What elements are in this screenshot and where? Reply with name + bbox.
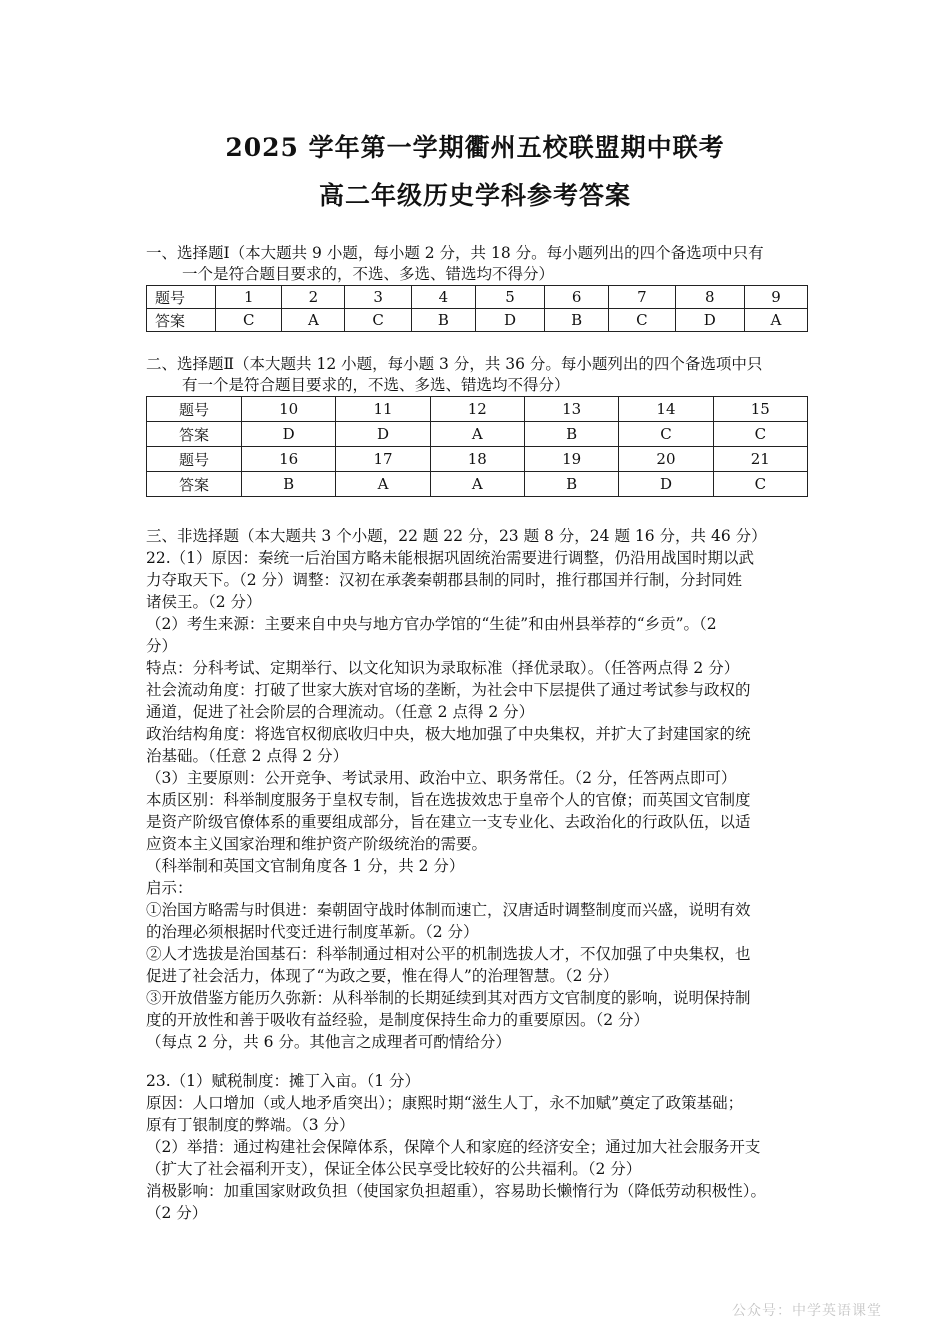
section2-answer-table	[146, 396, 808, 497]
document-title: 2025 学年第一学期衢州五校联盟期中联考	[225, 133, 725, 162]
table-row	[147, 286, 808, 309]
answer-cell: C	[216, 309, 282, 332]
answer-line: 原因：人口增加（或人地矛盾突出）；康熙时期“滋生人丁，永不加赋”奠定了政策基础；	[146, 1094, 744, 1112]
question-number: 7	[609, 286, 675, 309]
question-number: 2	[282, 286, 345, 309]
answer-cell: B	[411, 309, 475, 332]
answer-line: 是资产阶级官僚体系的重要组成部分，旨在建立一支专业化、去政治化的行政队伍，以适	[146, 813, 751, 831]
section3-heading: 三、非选择题（本大题共 3 个小题，22 题 22 分，23 题 8 分，24 题 16 分，共 46 分）	[146, 527, 767, 545]
answer-line: 诸侯王。（2 分）	[146, 593, 262, 611]
question-number: 9	[744, 286, 807, 309]
row-label-answer: 答案	[147, 472, 242, 497]
watermark: 公众号：中学英语课堂	[732, 1303, 882, 1319]
answer-line: （2 分）	[146, 1204, 208, 1222]
document-subtitle: 高二年级历史学科参考答案	[318, 181, 631, 210]
section1-heading-line1: 一、选择题Ⅰ（本大题共 9 小题，每小题 2 分，共 18 分。每小题列出的四个备选项中只有	[146, 244, 764, 262]
question-number: 3	[345, 286, 411, 309]
answer-cell: B	[524, 472, 618, 497]
answer-cell: C	[345, 309, 411, 332]
section2-heading-line2: 有一个是符合题目要求的，不选、多选、错选均不得分）	[182, 376, 570, 394]
answer-line: （2）举措：通过构建社会保障体系，保障个人和家庭的经济安全；通过加大社会服务开支	[146, 1138, 761, 1156]
question-number: 21	[713, 447, 807, 472]
answer-line: 度的开放性和善于吸收有益经验，是制度保持生命力的重要原因。（2 分）	[146, 1011, 650, 1029]
answer-line: （2）考生来源：主要来自中央与地方官办学馆的“生徒”和由州县举荐的“乡贡”。（2	[146, 615, 717, 633]
table-row	[147, 309, 808, 332]
answer-line: 治基础。（任意 2 点得 2 分）	[146, 747, 349, 765]
answer-line: 23.（1）赋税制度：摊丁入亩。（1 分）	[146, 1072, 421, 1090]
question-number: 1	[216, 286, 282, 309]
answer-cell: C	[609, 309, 675, 332]
row-label-answer: 答案	[147, 309, 216, 332]
table-row	[147, 447, 808, 472]
answer-line: 促进了社会活力，体现了“为政之要，惟在得人”的治理智慧。（2 分）	[146, 967, 619, 985]
answer-cell: B	[545, 309, 609, 332]
section2-heading	[146, 354, 814, 396]
answer-cell: D	[242, 422, 336, 447]
answer-line: 消极影响：加重国家财政负担（使国家负担超重），容易助长懒惰行为（降低劳动积极性）。	[146, 1182, 767, 1200]
question-number: 17	[336, 447, 430, 472]
answer-cell: C	[619, 422, 713, 447]
section1-answer-table	[146, 285, 808, 332]
answer-cell: A	[282, 309, 345, 332]
question-number: 5	[475, 286, 544, 309]
table-row	[147, 422, 808, 447]
answer-line: 原有丁银制度的弊端。（3 分）	[146, 1116, 355, 1134]
table-row	[147, 397, 808, 422]
answer-cell: C	[713, 472, 807, 497]
question-number: 15	[713, 397, 807, 422]
answer-cell: C	[713, 422, 807, 447]
answer-line: 通道，促进了社会阶层的合理流动。（任意 2 点得 2 分）	[146, 703, 535, 721]
question-number: 10	[242, 397, 336, 422]
row-label-answer: 答案	[147, 422, 242, 447]
answer-line: 力夺取天下。（2 分）调整：汉初在承袭秦朝郡县制的同时，推行郡国并行制，分封同姓	[146, 571, 743, 589]
question-number: 12	[430, 397, 524, 422]
question-number: 19	[524, 447, 618, 472]
row-label-question: 题号	[147, 286, 216, 309]
row-label-question: 题号	[147, 447, 242, 472]
answer-line: ②人才选拔是治国基石：科举制通过相对公平的机制选拔人才，不仅加强了中央集权，也	[146, 945, 751, 963]
answer-line: 22.（1）原因：秦统一后治国方略未能根据巩固统治需要进行调整，仍沿用战国时期以武	[146, 549, 755, 567]
answer-cell: A	[744, 309, 807, 332]
answer-line: ③开放借鉴方能历久弥新：从科举制的长期延续到其对西方文官制度的影响，说明保持制	[146, 989, 751, 1007]
question23-answers	[146, 1070, 816, 1224]
answer-line: 政治结构角度：将选官权彻底收归中央，极大地加强了中央集权，并扩大了封建国家的统	[146, 725, 751, 743]
answer-line: （3）主要原则：公开竞争、考试录用、政治中立、职务常任。（2 分，任答两点即可）	[146, 769, 737, 787]
question-number: 8	[675, 286, 744, 309]
row-label-question: 题号	[147, 397, 242, 422]
answer-line: 社会流动角度：打破了世家大族对官场的垄断，为社会中下层提供了通过考试参与政权的	[146, 681, 751, 699]
table-row	[147, 472, 808, 497]
question-number: 4	[411, 286, 475, 309]
answer-cell: D	[675, 309, 744, 332]
answer-line: 分）	[146, 637, 178, 655]
question-number: 18	[430, 447, 524, 472]
section1-heading	[146, 243, 814, 285]
answer-line: 本质区别：科举制度服务于皇权专制，旨在选拔效忠于皇帝个人的官僚；而英国文官制度	[146, 791, 751, 809]
answer-cell: B	[524, 422, 618, 447]
answer-line: 的治理必须根据时代变迁进行制度革新。（2 分）	[146, 923, 479, 941]
answer-cell: D	[336, 422, 430, 447]
answer-cell: A	[430, 472, 524, 497]
answer-cell: A	[336, 472, 430, 497]
answer-line: 启示：	[146, 879, 193, 897]
answer-line: 特点：分科考试、定期举行、以文化知识为录取标准（择优录取）。（任答两点得 2 分）	[146, 659, 740, 677]
answer-line: （科举制和英国文官制角度各 1 分，共 2 分）	[146, 857, 465, 875]
question-number: 6	[545, 286, 609, 309]
answer-cell: B	[242, 472, 336, 497]
question-number: 11	[336, 397, 430, 422]
section3-answers	[146, 525, 816, 1053]
answer-cell: D	[619, 472, 713, 497]
question-number: 16	[242, 447, 336, 472]
answer-line: （扩大了社会福利开支），保证全体公民享受比较好的公共福利。（2 分）	[146, 1160, 642, 1178]
answer-cell: A	[430, 422, 524, 447]
answer-cell: D	[475, 309, 544, 332]
answer-line: ①治国方略需与时俱进：秦朝固守战时体制而速亡，汉唐适时调整制度而兴盛，说明有效	[146, 901, 751, 919]
answer-line: （每点 2 分，共 6 分。其他言之成理者可酌情给分）	[146, 1033, 511, 1051]
answer-line: 应资本主义国家治理和维护资产阶级统治的需要。	[146, 835, 488, 853]
question-number: 13	[524, 397, 618, 422]
question-number: 14	[619, 397, 713, 422]
question-number: 20	[619, 447, 713, 472]
section1-heading-line2: 一个是符合题目要求的，不选、多选、错选均不得分）	[182, 265, 555, 283]
section2-heading-line1: 二、选择题Ⅱ（本大题共 12 小题，每小题 3 分，共 36 分。每小题列出的四个备选项中只	[146, 355, 763, 373]
